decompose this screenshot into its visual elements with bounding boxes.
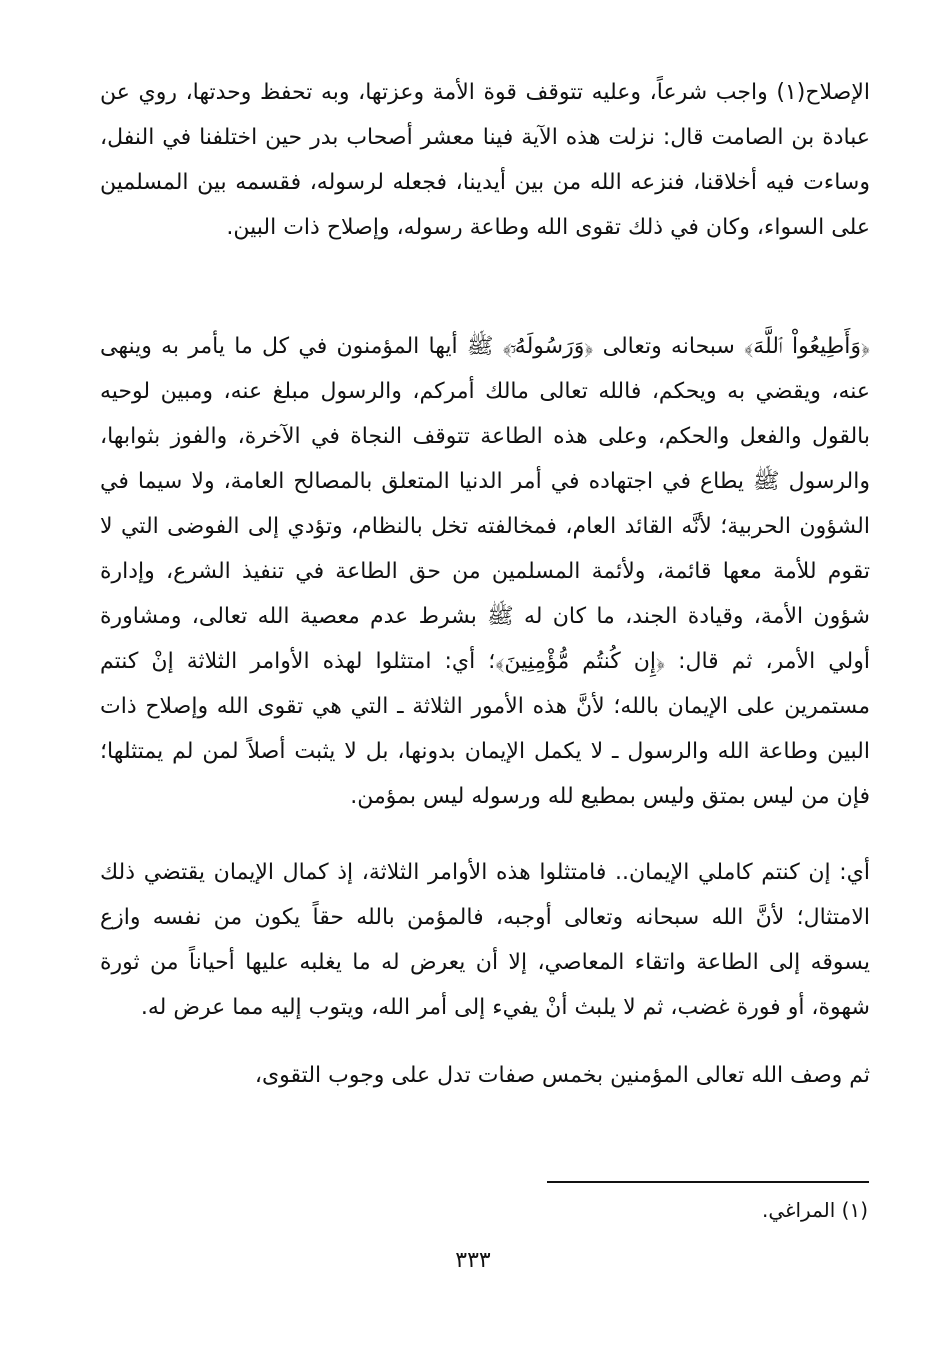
page-number: ٣٣٣: [455, 1248, 491, 1273]
paragraph-3: أي: إن كنتم كاملي الإيمان.. فامتثلوا هذه الأوامر الثلاثة، إذ كمال الإيمان يقتضي ذلك الامتثال؛ لأنَّ الله سبحانه وتعالى أوجبه، فالمؤمن بالله حقاً يكون من نفسه وازع يسوقه إلى الطاعة واتقاء المعاصي، إلا أن يعرض له ما يغلبه عليها أحياناً من ثورة شهوة، أو فورة غضب، ثم لا يلبث أنْ يفيء إلى أمر الله، ويتوب إليه مما عرض له.: [100, 860, 870, 1020]
paragraph-2: ﴿وَأَطِيعُواْ ٱللَّهَ﴾ سبحانه وتعالى ﴿وَرَسُولَهُۥٓ﴾ ﷺ أيها المؤمنون في كل ما يأمر به وينهى عنه، ويقضي به ويحكم، فالله تعالى مالك أمركم، والرسول مبلغ عنه، ومبين لوحيه بالقول والفعل والحكم، وعلى هذه الطاعة تتوقف النجاة في الآخرة، والفوز بثوابها، والرسول ﷺ يطاع في اجتهاده في أمر الدنيا المتعلق بالمصالح العامة، ولا سيما في الشؤون الحربية؛ لأنَّه القائد العام، فمخالفته تخل بالنظام، وتؤدي إلى الفوضى التي لا تقوم للأمة معها قائمة، ولأئمة المسلمين من حق الطاعة في تنفيذ الشرع، وإدارة شؤون الأمة، وقيادة الجند، ما كان له ﷺ بشرط عدم معصية الله تعالى، ومشاورة أولي الأمر، ثم قال: ﴿إِن كُنتُم مُّؤْمِنِينَ﴾؛ أي: امتثلوا لهذه الأوامر الثلاثة إنْ كنتم مستمرين على الإيمان بالله؛ لأنَّ هذه الأمور الثلاثة ـ التي هي تقوى الله وإصلاح ذات البين وطاعة الله والرسول ـ لا يكمل الإيمان بدونها، بل لا يثبت أصلاً لمن لم يمتثلها؛ فإن من ليس بمتق وليس بمطيع لله ورسوله ليس بمؤمن.: [100, 334, 870, 809]
paragraph-1: الإصلاح(١) واجب شرعاً، وعليه تتوقف قوة الأمة وعزتها، وبه تحفظ وحدتها، روي عن عبادة بن الصامت قال: نزلت هذه الآية فينا معشر أصحاب بدر حين اختلفنا في النفل، وساءت فيه أخلاقنا، فنزعه الله من بين أيدينا، فجعله لرسوله، فقسمه بين المسلمين على السواء، وكان في ذلك تقوى الله وطاعة رسوله، وإصلاح ذات البين.: [100, 80, 870, 240]
paragraph-4: ثم وصف الله تعالى المؤمنين بخمس صفات تدل على وجوب التقوى،: [254, 1063, 870, 1088]
footnote: (١) المراغي.: [761, 1198, 868, 1222]
footnote-divider: [547, 1181, 869, 1183]
page-body: [100, 70, 870, 1098]
